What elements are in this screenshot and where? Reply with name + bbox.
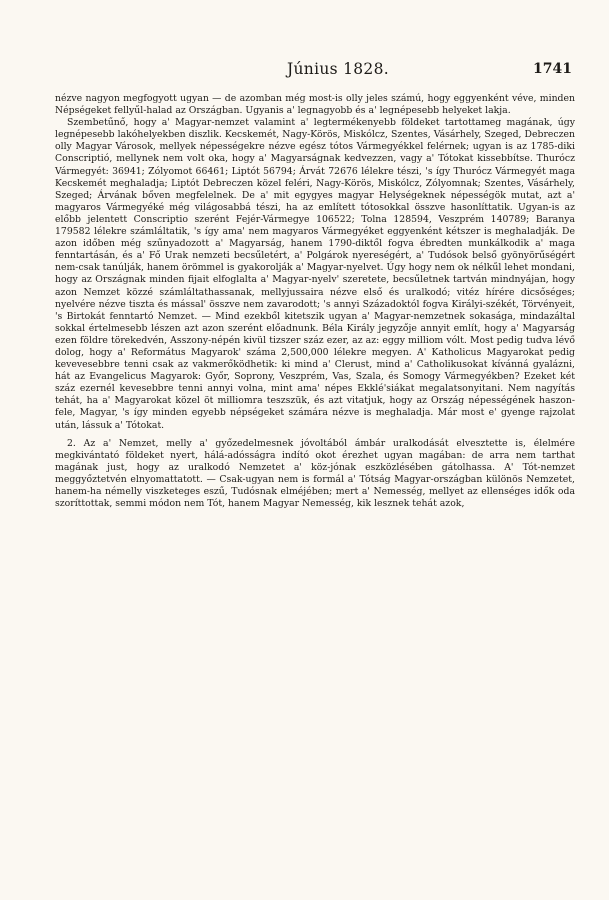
page-number: 1741 (533, 61, 572, 77)
running-title: Június 1828. (287, 60, 389, 78)
paragraph-section-2: 2. Az a' Nemzet, melly a' győzedelmesnek jóvoltából ámbár uralkodását elvesztette is, élelmére megkivántató földeket nyert, hálá-adósságra indító okot érezhet ugyan magában: de arra nem tarthat magának just, hogy az uralkodó Nemzetet a' köz-jónak eszközlésében gátolhassa. A' Tót-nemzet meggyőztetvén elnyomattatott. — Csak-ugyan nem is formál a' Tótság Magyar-országban különös Nemzetet, hanem-ha némelly viszketeges eszű, Tudósnak elméjében; mert a' Nemesség, mellyet az ellenséges idők oda szoríttottak, semmi módon nem Tót, hanem Magyar Nemesség, kik lesznek tehát azok, (55, 437, 575, 510)
paragraph-magyar-population: Szembetűnő, hogy a' Magyar-nemzet valamint a' legtermékenyebb földeket tartottameg magának, úgy legnépesebb lakóhelyekben diszlik. Kecskemét, Nagy-Körös, Miskólcz, Szentes, Vásárhely, Szeged, Debreczen olly Magyar Városok, mellyek népességekre nézve egész tótos Vármegyékkel felérnek; ugyan is az 1785-diki Conscriptió, mellynek nem volt oka, hogy a' Magyarságnak kedvezzen, vagy a' Tótokat kissebbítse. Thurócz Vármegyét: 36941; Zólyomot 66461; Liptót 56794; Árvát 72676 lélekre tészi, 's így Thurócz Vármegyét maga Kecskemét meghaladja; Liptót Debreczen közel feléri, Nagy-Körös, Miskólcz, Zólyomnak; Szentes, Vásárhely, Szeged; Árvának bőven megfelelnek. De a' mit egygyes magyar Helységeknek népességök mutat, azt a' magyaros Vármegyéké még világosabbá tészi, ha az említett tótosokkal összve hasonlíttatik. Ugyan-is az előbb jelentett Conscriptio szerént Fejér-Vármegye 106522; Tolna 128594, Veszprém 140789; Baranya 179582 lélekre számláltatik, 's így ama' nem magyaros Vármegyéket eggyenként kétszer is meghaladják. De azon időben még szűnyadozott a' Magyarság, hanem 1790-diktől fogva ébredten munkálkodik a' maga fenntartásán, és a' Fő Urak nemzeti becsűletért, a' Polgárok nyereségért, a' Tudósok belső gyönyörűségért nem-csak tanúlják, hanem örömmel is gyakorolják a' Magyar-nyelvet. Úgy hogy nem ok nélkűl lehet mondani, hogy az Országnak minden fijait elfoglalta a' Magyar-nyelv' szeretete, becsűletnek tartván mindnyájan, hogy azon Nemzet közzé számláltathassanak, mellyjussaira nézve első és uralkodó; vitéz hírére dicsőséges; nyelvére nézve tiszta és mással' összve nem zavarodott; 's annyi Századoktól fogva Királyi-székét, Törvényeit, 's Birtokát fenntartó Nemzet. — Mind ezekből kitetszik ugyan a' Magyar-nemzetnek sokasága, mindazáltal sokkal értelmesebb lészen azt azon szerént előadnunk. Béla Király jegyzője annyit említ, hogy a' Magyarság ezen földre törekedvén, Asszony-népén kivül tizszer száz ezer, az az: eggy milliom vólt. Most pedig tudva lévő dolog, hogy a' Református Magyarok' száma 2,500,000 lélekre megyen. A' Katholicus Magyarokat pedig kevevesebbre tenni csak az vakmerőködhetik: ki mind a' Clerust, mind a' Catholikusokat kívánná gyalázni, hát az Evangelicus Magyarok: Győr, Soprony, Veszprém, Vas, Szala, és Somogy Vármegyékben? Ezeket két száz ezernél kevesebbre tenni annyi volna, mint ama' népes Ekklé'siákat megalatsonyitani. Nem nagyítás tehát, ha a' Magyarokat közel öt milliomra teszszük, és azt vitatjuk, hogy az Ország népességének haszon-fele, Magyar, 's így minden egyebb népségeket számára nézve is meghaladja. Már most e' gyenge rajzolat után, lássuk a' Tótokat. (55, 117, 575, 431)
body-text (55, 93, 575, 510)
paragraph-continuation: nézve nagyon megfogyott ugyan — de azomban még most-is olly jeles számú, hogy eggyenként véve, minden Népségeket fellyűl-halad az Országban. Ugyanis a' legnagyobb és a' legnépesebb helyeket lakja. (55, 93, 575, 117)
page-header (0, 60, 609, 82)
